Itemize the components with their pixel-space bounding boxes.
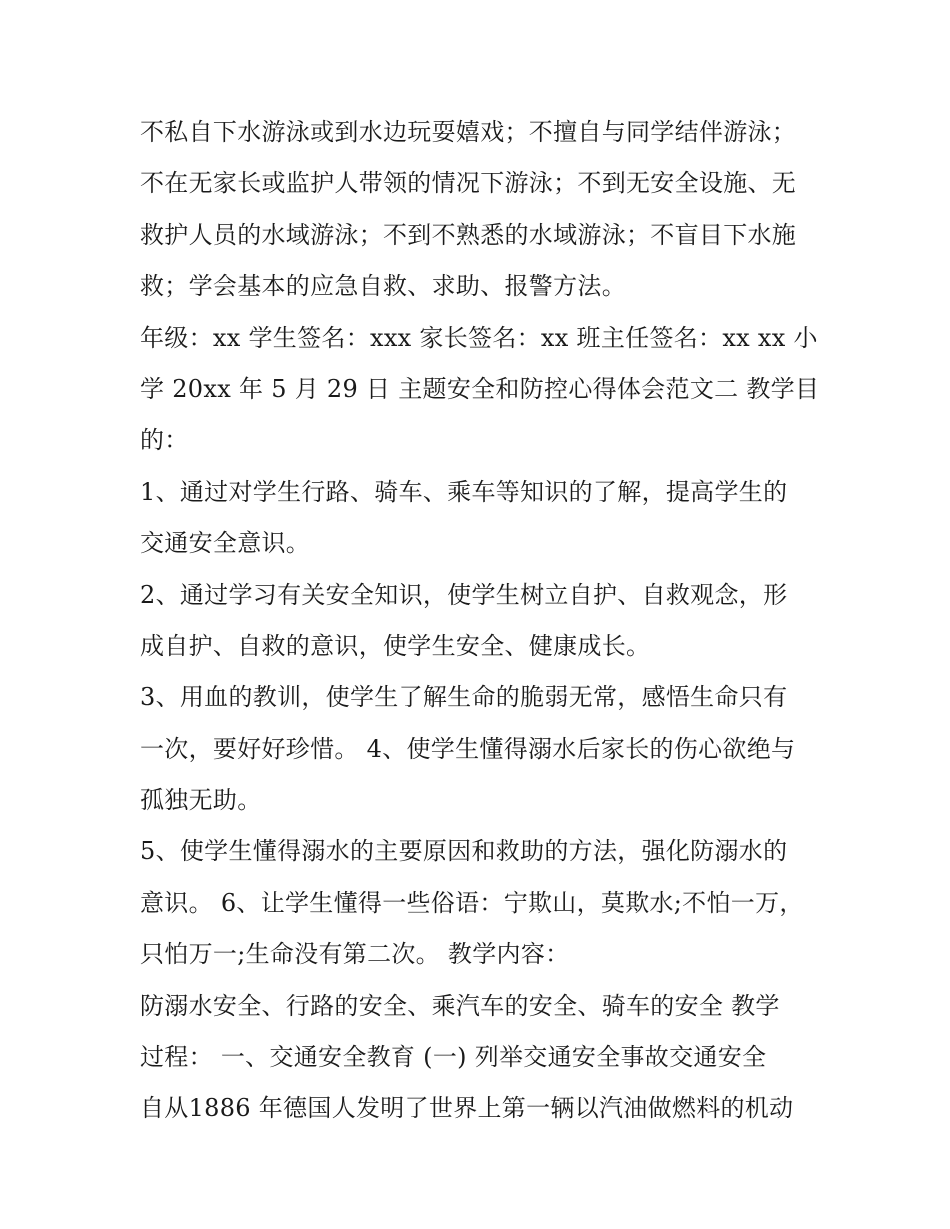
- text-line: 一次，要好好珍惜。 4、使学生懂得溺水后家长的伤心欲绝与: [140, 734, 796, 763]
- text-line: 成自护、自救的意识，使学生安全、健康成长。: [140, 631, 651, 660]
- text-line: 的：: [140, 426, 189, 455]
- text-line: 3、用血的教训，使学生了解生命的脆弱无常，感悟生命只有: [140, 683, 788, 712]
- text-line: 年级：xx 学生签名：xxx 家长签名：xx 班主任签名：xx xx 小: [140, 323, 818, 352]
- text-line: 孤独无助。: [140, 786, 262, 815]
- document-body: [140, 107, 820, 1135]
- text-line: 过程： 一、交通安全教育 (一) 列举交通安全事故交通安全: [140, 1043, 767, 1072]
- text-line: 2、通过学习有关安全知识，使学生树立自护、自救观念，形: [140, 580, 788, 609]
- text-line: 不私自下水游泳或到水边玩耍嬉戏；不擅自与同学结伴游泳；: [140, 118, 797, 146]
- text-line: 意识。 6、让学生懂得一些俗语：宁欺山，莫欺水;不怕一万，: [140, 888, 804, 917]
- text-line: 只怕万一;生命没有第二次。 教学内容：: [140, 940, 570, 969]
- text-line: 学 20xx 年 5 月 29 日 主题安全和防控心得体会范文二 教学目: [140, 374, 820, 403]
- text-line: 救；学会基本的应急自救、求助、报警方法。: [140, 272, 626, 301]
- text-line: 交通安全意识。: [140, 529, 311, 558]
- text-line: 不在无家长或监护人带领的情况下游泳；不到无安全设施、无: [140, 169, 797, 198]
- text-line: 救护人员的水域游泳；不到不熟悉的水域游泳；不盲目下水施: [140, 220, 797, 249]
- text-line: 1、通过对学生行路、骑车、乘车等知识的了解，提高学生的: [140, 477, 788, 506]
- text-line: 防溺水安全、行路的安全、乘汽车的安全、骑车的安全 教学: [140, 991, 780, 1020]
- text-line: 5、使学生懂得溺水的主要原因和救助的方法，强化防溺水的: [140, 837, 788, 866]
- text-line: 自从1886 年德国人发明了世界上第一辆以汽油做燃料的机动: [140, 1094, 794, 1123]
